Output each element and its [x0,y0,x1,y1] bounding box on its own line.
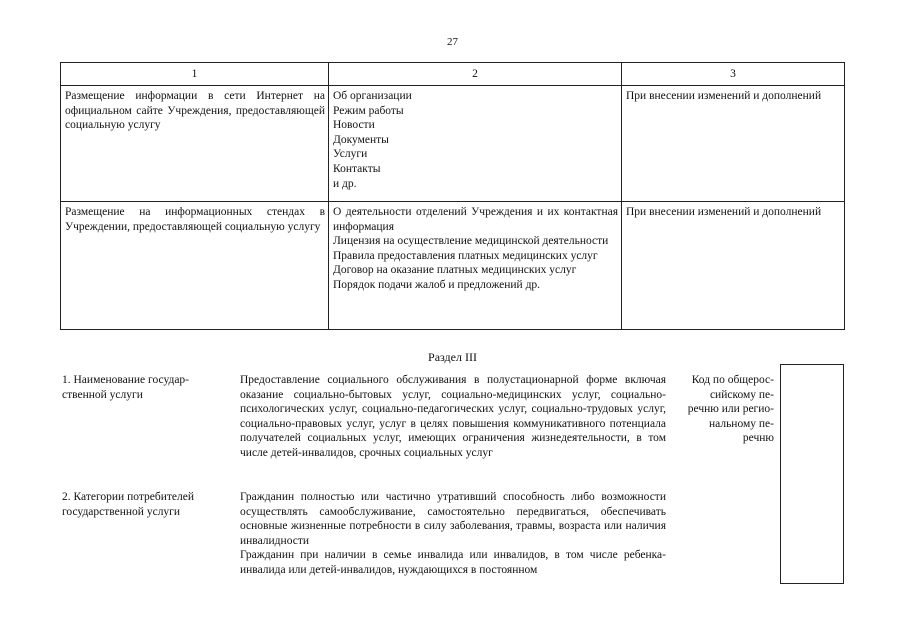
table-cell-content [329,202,622,330]
consumers-label: 2. Категории потребителей государственной услуги [62,491,194,518]
content-line: Услуги [333,148,368,161]
consumers-text [240,490,666,578]
code-label-line: речню [742,432,774,445]
content-line: Порядок подачи жалоб и предложений др. [333,278,541,291]
content-line: Об организации [333,90,412,102]
code-label [676,373,774,446]
section-title: Раздел III [428,350,477,364]
page-number: 27 [447,36,458,48]
code-label-line: сийскому пе- [709,388,774,401]
table-header-row [61,63,845,86]
service-name-text: Предоставление социального обслуживания в полустационарной форме включая оказание социально-бытовых услуг, социально-медицинских услуг, социально-психологических услуг, социально-педагогических услуг, социально-трудовых услуг, социально-правовых услуг, услуг в целях повышения коммуникативного потенциала получателей социальных услуг, имеющих ограничения жизнедеятельности, в том числе детей-инвалидов, срочных социальных услуг [240,374,666,459]
code-label-line: речню или регио- [687,403,774,416]
content-line: Новости [333,119,375,132]
content-line: Правила предоставления платных медицинских услуг [333,249,598,262]
content-line: О деятельности отделений Учреждения и их контактная информация [333,206,618,233]
table-row [61,202,845,330]
code-label-line: Код по общерос- [691,374,774,386]
content-line: Договор на оказание платных медицинских услуг [333,264,577,277]
table-cell-frequency: При внесении изменений и дополнений [622,202,845,330]
consumers-paragraph: Гражданин полностью или частично утративший способность либо возможности осуществлять самообслуживание, самостоятельно передвигаться, обеспечивать основные жизненные потребности в силу заболевания, травмы, возраста или наличия инвалидности [240,491,666,547]
content-line: и др. [333,177,357,190]
column-header-1: 1 [61,63,329,86]
content-line: Лицензия на осуществление медицинской деятельности [333,235,609,248]
content-line: Документы [333,133,389,146]
table-cell-content [329,86,622,202]
content-line: Контакты [333,162,381,175]
content-line: Режим работы [333,104,404,117]
code-label-line: нальному пе- [708,417,774,430]
information-table [60,62,845,330]
table-cell-method: Размещение информации в сети Интернет на официальном сайте Учреждения, предоставляющей социальную услугу [61,86,329,202]
table-cell-method: Размещение на информационных стендах в Учреждении, предоставляющей социальную услугу [61,202,329,330]
consumers-paragraph: Гражданин при наличии в семье инвалида или инвалидов, в том числе ребенка-инвалида или детей-инвалидов, нуждающихся в постоянном [240,549,666,576]
column-header-3: 3 [622,63,845,86]
table-cell-frequency: При внесении изменений и дополнений [622,86,845,202]
service-name-label: 1. Наименование государственной услуги [62,374,190,401]
table-row [61,86,845,202]
code-box [780,364,844,584]
column-header-2: 2 [329,63,622,86]
